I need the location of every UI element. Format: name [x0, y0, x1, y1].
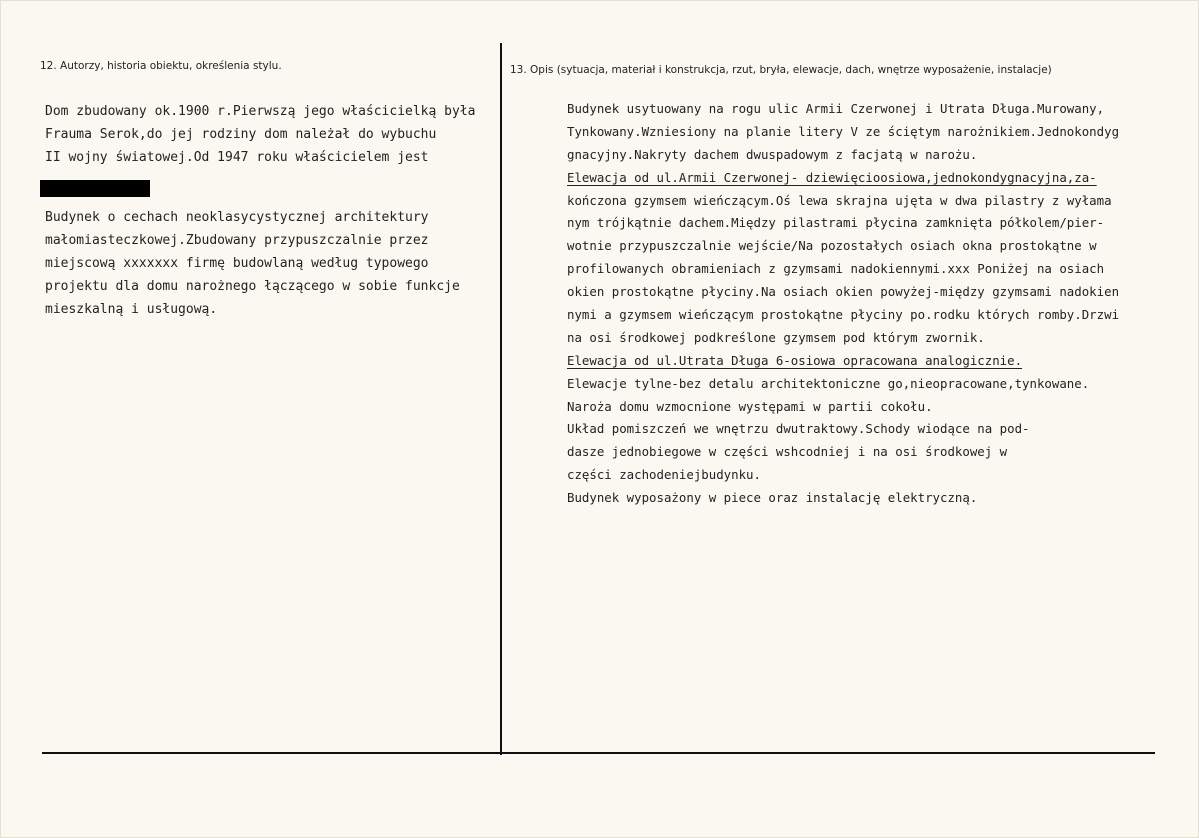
text-line: nym trójkątnie dachem.Między pilastrami płycina zamknięta półkolem/pier- — [567, 215, 1105, 231]
text-line: na osi środkowej podkreślone gzymsem pod którym zwornik. — [567, 329, 985, 345]
text-line: dasze jednobiegowe w części wshcodniej i na osi środkowej w — [567, 444, 1008, 460]
text-line: nymi a gzymsem wieńczącym prostokątne płyciny po.rodku których romby.Drzwi — [567, 307, 1120, 323]
bottom-rule — [42, 752, 1155, 754]
text-line: profilowanych obramieniach z gzymsami nadokiennymi.xxx Poniżej na osiach — [567, 261, 1105, 277]
history-paragraph — [45, 100, 475, 169]
text-line: Tynkowany.Wzniesiony na planie litery V ze ściętym narożnikiem.Jednokondyg — [567, 123, 1120, 139]
text-line: miejscową xxxxxxx firmę budowlaną według typowego — [45, 256, 429, 271]
text-line: Układ pomiszczeń we wnętrzu dwutraktowy.Schody wiodące na pod- — [567, 421, 1030, 437]
text-line: Budynek wyposażony w piece oraz instalację elektryczną. — [567, 490, 978, 506]
text-line: kończona gzymsem wieńczącym.Oś lewa skrajna ujęta w dwa pilastry z wyłama — [567, 192, 1112, 208]
text-line: wotnie przypuszczalnie wejście/Na pozostałych osiach okna prostokątne w — [567, 238, 1097, 254]
text-line: projektu dla domu narożnego łączącego w sobie funkcje — [45, 279, 460, 294]
text-line: Elewacje tylne-bez detalu architektoniczne go,nieopracowane,tynkowane. — [567, 375, 1090, 391]
text-line: Budynek o cechach neoklasycystycznej architektury — [45, 210, 429, 225]
text-line-underlined: Elewacja od ul.Utrata Długa 6-osiowa opracowana analogicznie. — [567, 352, 1023, 368]
text-line: mieszkalną i usługową. — [45, 302, 218, 317]
text-line-underlined: Elewacja od ul.Armii Czerwonej- dziewięcioosiowa,jednokondygnacyjna,za- — [567, 169, 1097, 185]
section-13-heading: 13. Opis (sytuacja, materiał i konstrukcja, rzut, bryła, elewacje, dach, wnętrze wyposażenie, instalacje) — [510, 64, 1052, 76]
description-text — [567, 98, 1119, 510]
text-line: Frauma Serok,do jej rodziny dom należał do wybuchu — [45, 127, 437, 142]
text-line: gnacyjny.Nakryty dachem dwuspadowym z facjatą w narożu. — [567, 146, 978, 162]
text-line: Naroża domu wzmocnione występami w partii cokołu. — [567, 398, 933, 414]
section-12-heading: 12. Autorzy, historia obiektu, określenia stylu. — [40, 60, 282, 72]
style-paragraph — [45, 206, 460, 321]
text-line: okien prostokątne płyciny.Na osiach okien powyżej-między gzymsami nadokien — [567, 284, 1120, 300]
text-line: II wojny światowej.Od 1947 roku właścicielem jest — [45, 150, 429, 165]
text-line: Budynek usytuowany na rogu ulic Armii Czerwonej i Utrata Długa.Murowany, — [567, 101, 1105, 116]
text-line: Dom zbudowany ok.1900 r.Pierwszą jego właścicielką była — [45, 104, 476, 119]
text-line: małomiasteczkowej.Zbudowany przypuszczalnie przez — [45, 233, 429, 248]
redaction-bar — [40, 180, 150, 197]
text-line: części zachodeniejbudynku. — [567, 467, 761, 483]
column-divider — [500, 43, 502, 755]
